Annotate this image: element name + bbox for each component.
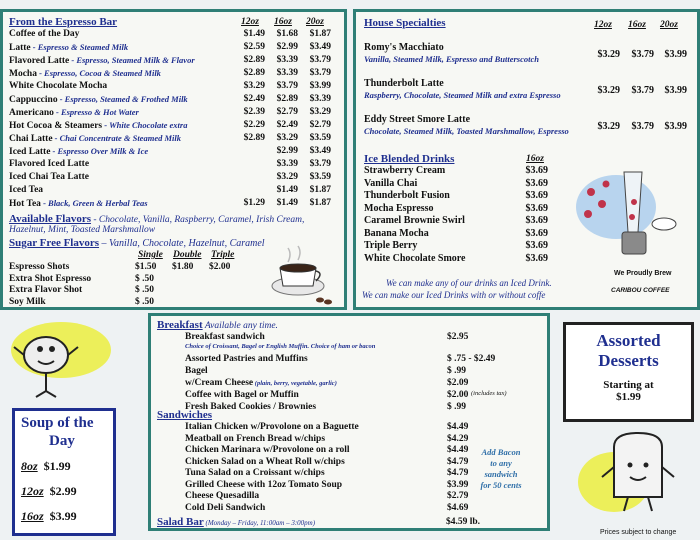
available-flavors-list: - Chocolate, Vanilla, Raspberry, Caramel, Irish Cream, <box>90 215 305 225</box>
soup-price: $1.99 <box>43 459 71 473</box>
item-price: $3.69 <box>525 177 548 189</box>
breakfast-panel <box>148 313 550 531</box>
item-name: Grilled Cheese with 12oz Tomato Soup <box>185 479 343 490</box>
item-price: $1.80 <box>172 262 194 272</box>
soup-size-row <box>21 509 77 524</box>
sugar-free-flavors <box>9 237 265 249</box>
item-price: $3.79 <box>309 68 331 78</box>
item-description: - Chai Concentrate & Steamed Milk <box>52 133 181 143</box>
menu-row <box>185 332 545 350</box>
soup-box <box>12 408 116 536</box>
item-description: - Espresso, Cocoa & Steamed Milk <box>36 68 161 78</box>
soup-price: $2.99 <box>49 484 77 498</box>
breakfast-header <box>157 319 278 331</box>
breakfast-list <box>185 332 545 412</box>
menu-row <box>9 133 339 144</box>
item-name: Iced Chai Tea Latte <box>9 172 89 182</box>
menu-row <box>9 198 339 209</box>
tax-note: (includes tax) <box>471 390 507 397</box>
available-flavors-label: Available Flavors <box>9 213 91 225</box>
menu-row <box>364 178 554 189</box>
item-price: $3.29 <box>276 172 298 182</box>
item-price: $3.69 <box>525 215 548 226</box>
espresso-menu-list <box>9 29 339 211</box>
item-price: $2.29 <box>243 120 265 130</box>
soup-size: 12oz <box>21 484 44 498</box>
item-name: Hot Cocoa & Steamers - White Chocolate extra <box>9 120 188 131</box>
item-price: $2.09 <box>447 378 469 388</box>
item-name: Flavored Latte - Espresso, Steamed Milk & Flavor <box>9 55 195 66</box>
item-name: Soy Milk <box>9 296 46 307</box>
item-name: Italian Chicken w/Provolone on a Baguette <box>185 422 359 432</box>
bread-mascot-icon <box>574 427 694 527</box>
item-price: $2.79 <box>276 107 298 117</box>
specialties-size-16oz: 16oz <box>628 20 646 30</box>
item-price: $3.39 <box>276 55 298 65</box>
item-price: $4.79 <box>447 468 469 478</box>
desserts-panel <box>552 313 700 540</box>
item-price: $4.49 <box>447 422 469 432</box>
item-name: Breakfast sandwich <box>185 332 265 342</box>
menu-row <box>9 146 339 157</box>
item-price: $2.00 <box>447 390 469 400</box>
item-price: $3.79 <box>276 81 298 91</box>
menu-row <box>9 262 249 273</box>
iced-note-1: We can make any of our drinks an Iced Drink. <box>386 278 552 288</box>
item-name: Fresh Baked Cookies / Brownies <box>185 402 317 412</box>
item-price: $2.99 <box>276 42 298 52</box>
item-name: Espresso Shots <box>9 262 70 272</box>
specialties-size-20oz: 20oz <box>660 20 678 30</box>
soup-title-2: Day <box>49 433 75 449</box>
breakfast-subtitle: Available any time. <box>202 321 278 331</box>
menu-row <box>9 185 339 196</box>
caribou-logo: CARIBOU COFFEE <box>611 287 670 294</box>
item-name: Chicken Marinara w/Provolone on a roll <box>185 445 350 455</box>
item-price: $1.87 <box>309 185 331 195</box>
espresso-size-20oz: 20oz <box>306 17 324 27</box>
item-price: $ .50 <box>135 273 154 284</box>
item-price: $2.49 <box>243 94 265 104</box>
menu-row <box>185 354 545 365</box>
item-price: $1.50 <box>135 262 157 272</box>
item-price: $3.39 <box>276 68 298 78</box>
item-price: $4.79 <box>447 456 469 467</box>
menu-row <box>9 172 339 183</box>
espresso-bar-panel <box>0 9 347 310</box>
menu-row <box>364 190 554 201</box>
footer-note: Prices subject to change <box>600 529 677 536</box>
espresso-size-16oz: 16oz <box>274 17 292 27</box>
item-name: Thunderbolt Fusion <box>364 190 450 201</box>
item-name: Eddy Street Smore Latte <box>364 114 471 125</box>
menu-row <box>364 240 554 251</box>
salad-bar <box>157 516 315 528</box>
item-name: Mocha - Espresso, Cocoa & Steamed Milk <box>9 68 161 79</box>
menu-row <box>185 378 545 389</box>
item-price: $4.29 <box>447 433 469 444</box>
item-name: Chai Latte - Chai Concentrate & Steamed Milk <box>9 133 181 144</box>
menu-row <box>9 120 339 131</box>
bacon-note-3: sandwich <box>484 469 518 479</box>
soup-price: $3.99 <box>49 509 77 523</box>
menu-row <box>9 68 339 79</box>
brew-label: We Proudly Brew <box>614 270 672 277</box>
item-price: $3.69 <box>525 202 548 214</box>
menu-row <box>9 274 249 285</box>
soup-size-row <box>21 459 71 474</box>
menu-row <box>9 81 339 92</box>
item-price: $3.29 <box>276 133 298 143</box>
menu-row <box>364 42 694 72</box>
iced-note-2: We can make our Iced Drinks with or without coffe <box>362 290 546 300</box>
item-description: - Black, Green & Herbal Teas <box>40 198 148 208</box>
item-price: $ .99 <box>447 402 466 412</box>
salad-bar-hours: (Monday – Friday, 11:00am – 3:00pm) <box>203 519 316 527</box>
item-price: $3.79 <box>631 121 654 132</box>
item-price: $2.79 <box>309 120 331 130</box>
blended-size: 16oz <box>526 154 544 164</box>
item-name: Thunderbolt Latte <box>364 78 444 89</box>
item-name: Iced Tea <box>9 185 44 195</box>
item-name: Cold Deli Sandwich <box>185 502 266 513</box>
item-price: $2.89 <box>243 133 265 143</box>
item-price: $ .75 - $2.49 <box>447 354 496 364</box>
item-name: w/Cream Cheese (plain, berry, vegetable, garlic) <box>185 378 337 388</box>
item-price: $1.49 <box>276 198 298 208</box>
salad-bar-label: Salad Bar <box>157 516 204 528</box>
item-price: $3.49 <box>309 146 331 156</box>
item-description: Chocolate, Steamed Milk, Toasted Marshmallow, Espresso <box>364 126 569 136</box>
item-name: Strawberry Cream <box>364 165 446 176</box>
item-price: $ .50 <box>135 296 154 307</box>
item-price: $3.69 <box>525 165 548 176</box>
item-price: $3.69 <box>525 240 548 251</box>
soup-title-1: Soup of the <box>21 415 94 431</box>
item-price: $1.87 <box>309 29 331 39</box>
blender-icon <box>576 162 681 267</box>
item-price: $ .50 <box>135 285 154 295</box>
soup-panel <box>0 313 146 540</box>
item-price: $1.29 <box>243 198 265 208</box>
bacon-note <box>477 447 525 491</box>
sugar-free-label: Sugar Free Flavors <box>9 237 100 249</box>
item-price: $1.49 <box>243 29 265 39</box>
menu-row <box>9 297 249 308</box>
item-price: $3.99 <box>447 479 469 490</box>
item-description: - Espresso & Hot Water <box>53 107 139 117</box>
bacon-note-2: to any <box>490 458 512 468</box>
house-specialties-panel <box>353 9 700 310</box>
salad-bar-price: $4.59 lb. <box>446 517 481 527</box>
item-description: - Espresso, Steamed & Frothed Milk <box>57 94 188 104</box>
item-price: $3.29 <box>597 121 620 132</box>
item-description: Vanilla, Steamed Milk, Espresso and Butterscotch <box>364 54 539 64</box>
menu-row <box>185 390 545 401</box>
bacon-note-1: Add Bacon <box>481 447 521 457</box>
item-price: $3.59 <box>309 172 331 182</box>
breakfast-sandwich-note: Choice of Croissant, Bagel or English Muffin. Choice of ham or bacon <box>185 343 376 350</box>
item-price: $3.79 <box>631 85 654 96</box>
soup-size-row <box>21 484 77 499</box>
menu-row <box>185 434 545 445</box>
item-name: Vanilla Chai <box>364 177 418 189</box>
shot-size-single: Single <box>138 250 163 260</box>
item-name: Hot Tea - Black, Green & Herbal Teas <box>9 198 148 209</box>
item-price: $3.49 <box>309 42 331 52</box>
item-name: White Chocolate Mocha <box>9 81 108 91</box>
item-price: $2.89 <box>243 68 265 78</box>
menu-row <box>185 491 545 502</box>
item-price: $1.68 <box>276 29 298 39</box>
menu-row <box>185 422 545 433</box>
menu-row <box>9 159 339 170</box>
specialties-size-12oz: 12oz <box>594 20 612 30</box>
item-price: $2.49 <box>276 120 298 130</box>
item-name: Triple Berry <box>364 240 418 251</box>
item-price: $2.99 <box>276 146 298 156</box>
item-description: Raspberry, Chocolate, Steamed Milk and extra Espresso <box>364 90 561 100</box>
item-name: Extra Shot Espresso <box>9 273 92 284</box>
item-price: $3.29 <box>597 85 620 96</box>
menu-row <box>364 253 554 264</box>
desserts-price: $1.99 <box>616 391 641 403</box>
item-price: $2.89 <box>243 55 265 65</box>
sugar-free-list: – Vanilla, Chocolate, Hazelnut, Caramel <box>99 238 265 249</box>
item-price: $2.59 <box>243 42 265 52</box>
desserts-title-2: Desserts <box>598 351 659 370</box>
item-name: Iced Latte - Espresso Over Milk & Ice <box>9 146 149 157</box>
item-price: $3.99 <box>664 85 687 96</box>
item-price: $2.39 <box>243 107 265 117</box>
item-name: Latte - Espresso & Steamed Milk <box>9 42 129 53</box>
menu-row <box>364 215 554 226</box>
menu-row <box>9 285 249 296</box>
item-price: $4.49 <box>447 445 469 455</box>
soup-sizes-list <box>21 459 113 535</box>
item-name: Caramel Brownie Swirl <box>364 215 465 226</box>
menu-row <box>9 55 339 66</box>
sandwiches-title: Sandwiches <box>157 409 213 421</box>
coffee-cup-icon <box>268 244 338 308</box>
desserts-title-1: Assorted <box>596 331 661 350</box>
menu-row <box>9 94 339 105</box>
menu-row <box>364 78 694 108</box>
menu-row <box>364 114 694 144</box>
shot-size-triple: Triple <box>211 250 235 260</box>
menu-row <box>9 29 339 40</box>
menu-row <box>364 228 554 239</box>
item-name: Cappuccino - Espresso, Steamed & Frothed Milk <box>9 94 188 105</box>
item-price: $3.99 <box>664 49 687 60</box>
item-price: $3.99 <box>664 121 687 132</box>
item-price: $3.69 <box>525 190 548 201</box>
available-flavors <box>9 213 304 225</box>
item-description: - White Chocolate extra <box>102 120 188 130</box>
item-name: Bagel <box>185 366 208 376</box>
menu-row <box>185 366 545 377</box>
specialties-list <box>364 42 694 152</box>
item-price: $3.29 <box>309 107 331 117</box>
item-name: Banana Mocha <box>364 227 429 239</box>
item-price: $3.69 <box>525 227 548 239</box>
item-description: - Espresso, Steamed Milk & Flavor <box>69 55 195 65</box>
menu-row <box>364 203 554 214</box>
menu-row <box>185 402 545 413</box>
item-name: Americano - Espresso & Hot Water <box>9 107 139 118</box>
item-description: - Espresso Over Milk & Ice <box>50 146 149 156</box>
item-price: $3.99 <box>309 81 331 91</box>
item-price: $2.79 <box>447 491 469 501</box>
item-price: $2.89 <box>276 94 298 104</box>
menu-row <box>9 42 339 53</box>
item-price: $4.69 <box>447 502 469 513</box>
cream-cheese-note: (plain, berry, vegetable, garlic) <box>253 380 337 387</box>
item-description: - Espresso & Steamed Milk <box>30 42 129 52</box>
item-name: Assorted Pastries and Muffins <box>185 354 308 364</box>
item-price: $3.39 <box>309 94 331 104</box>
item-price: $2.95 <box>447 332 469 342</box>
blended-title: Ice Blended Drinks <box>364 153 455 165</box>
item-price: $3.79 <box>631 49 654 60</box>
item-price: $1.49 <box>276 185 298 195</box>
desserts-box <box>563 322 694 422</box>
desserts-starting: Starting at <box>603 379 654 391</box>
item-name: White Chocolate Smore <box>364 252 466 264</box>
item-price: $2.00 <box>209 262 231 272</box>
menu-row <box>364 165 554 176</box>
menu-row <box>9 107 339 118</box>
specialties-title: House Specialties <box>364 17 446 29</box>
item-price: $3.79 <box>309 55 331 65</box>
menu-row <box>185 503 545 514</box>
item-name: Coffee with Bagel or Muffin <box>185 390 299 400</box>
breakfast-title: Breakfast <box>157 319 203 331</box>
item-name: Cheese Quesadilla <box>185 491 260 501</box>
item-price: $3.59 <box>309 133 331 143</box>
item-name: Extra Flavor Shot <box>9 285 83 295</box>
espresso-bar-title: From the Espresso Bar <box>9 16 118 28</box>
shot-size-double: Double <box>173 250 202 260</box>
item-name: Flavored Iced Latte <box>9 159 90 169</box>
item-price: $3.69 <box>525 252 548 264</box>
shots-list <box>9 262 249 310</box>
item-name: Mocha Espresso <box>364 202 434 214</box>
item-name: Tuna Salad on a Croissant w/chips <box>185 468 325 478</box>
item-name: Romy's Macchiato <box>364 42 444 53</box>
soup-size: 16oz <box>21 509 44 523</box>
blended-list <box>364 165 554 265</box>
item-price: $3.79 <box>309 159 331 169</box>
item-name: Chicken Salad on a Wheat Roll w/chips <box>185 456 345 467</box>
soup-size: 8oz <box>21 459 38 473</box>
spoon-mascot-icon <box>6 315 116 405</box>
available-flavors-cont: Hazelnut, Mint, Toasted Marshmallow <box>9 225 156 235</box>
item-name: Coffee of the Day <box>9 29 80 39</box>
bacon-note-4: for 50 cents <box>480 480 522 490</box>
item-price: $3.39 <box>276 159 298 169</box>
item-price: $3.29 <box>243 81 265 91</box>
item-name: Meatball on French Bread w/chips <box>185 433 326 444</box>
item-price: $1.87 <box>309 198 331 208</box>
item-price: $ .99 <box>447 366 466 376</box>
item-price: $3.29 <box>597 49 620 60</box>
espresso-size-12oz: 12oz <box>241 17 259 27</box>
